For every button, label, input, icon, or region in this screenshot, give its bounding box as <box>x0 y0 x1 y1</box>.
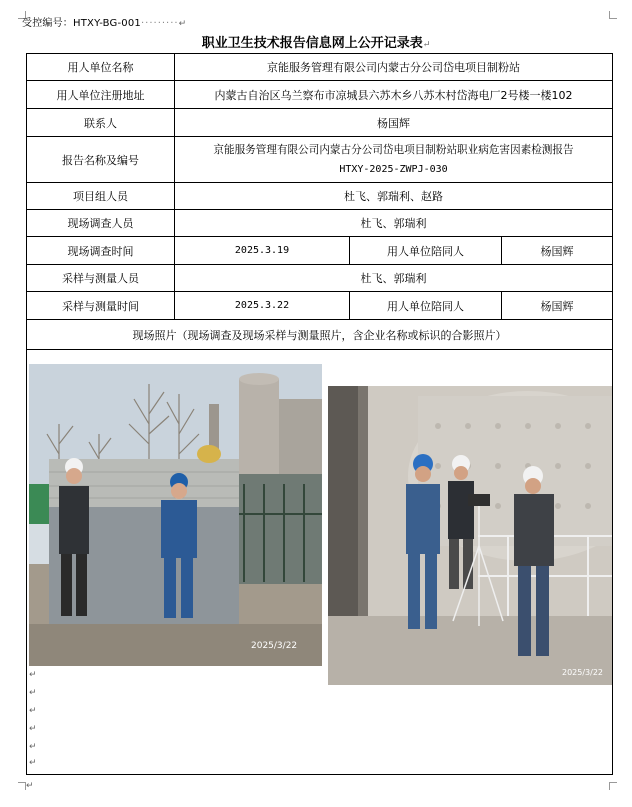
sampling-time-label: 采样与测量时间 <box>27 292 175 320</box>
photos-title: 现场照片（现场调查及现场采样与测量照片，含企业名称或标识的合影照片） <box>27 320 613 350</box>
survey-time-label: 现场调查时间 <box>27 237 175 265</box>
paragraph-mark: ↵ <box>29 724 37 734</box>
unit-name-label: 用人单位名称 <box>27 54 175 81</box>
row-photos-title <box>27 320 613 350</box>
report-name: 京能服务管理有限公司内蒙古分公司岱电项目制粉站职业病危害因素检测报告 <box>213 143 574 156</box>
photo-gate-date-stamp: 2025/3/22 <box>251 641 298 651</box>
contact-label: 联系人 <box>27 109 175 137</box>
photos-cell <box>27 350 613 775</box>
row-survey-staff <box>27 210 613 237</box>
record-table <box>26 53 613 775</box>
row-unit-name <box>27 54 613 81</box>
row-contact <box>27 109 613 137</box>
paragraph-mark: ↵ <box>29 670 37 680</box>
team-label: 项目组人员 <box>27 183 175 210</box>
photo-measurement[interactable] <box>328 386 612 685</box>
sampling-staff-label: 采样与测量人员 <box>27 265 175 292</box>
sampling-time-value[interactable]: 2025.3.22 <box>175 292 350 320</box>
survey-companion-label: 用人单位陪同人 <box>350 237 502 265</box>
crop-mark-top-right <box>609 11 617 19</box>
report-label: 报告名称及编号 <box>27 137 175 183</box>
photo-gate-group-image <box>29 364 322 666</box>
filler-dots: ········· <box>140 18 179 29</box>
unit-name-value[interactable]: 京能服务管理有限公司内蒙古分公司岱电项目制粉站 <box>175 54 613 81</box>
survey-staff-label: 现场调查人员 <box>27 210 175 237</box>
team-value[interactable]: 杜飞、郭瑞利、赵路 <box>175 183 613 210</box>
survey-time-value[interactable]: 2025.3.19 <box>175 237 350 265</box>
paragraph-mark: ↵ <box>29 758 37 768</box>
paragraph-mark: ↵ <box>178 19 187 29</box>
crop-mark-bottom-left <box>18 782 26 790</box>
report-number: HTXY-2025-ZWPJ-030 <box>339 163 448 175</box>
row-photos <box>27 350 613 775</box>
control-number-text: 受控编号：HTXY-BG-001 <box>22 18 141 29</box>
unit-address-label: 用人单位注册地址 <box>27 81 175 109</box>
paragraph-mark: ↵ <box>29 706 37 716</box>
row-sampling-time <box>27 292 613 320</box>
paragraph-mark: ↵ <box>26 781 34 791</box>
page-title <box>0 32 632 51</box>
row-sampling-staff <box>27 265 613 292</box>
crop-mark-bottom-right <box>609 782 617 790</box>
survey-companion-value[interactable]: 杨国辉 <box>502 237 613 265</box>
sampling-companion-label: 用人单位陪同人 <box>350 292 502 320</box>
row-report <box>27 137 613 183</box>
photo-measurement-image <box>328 386 612 685</box>
report-value[interactable] <box>175 137 613 183</box>
paragraph-mark: ↵ <box>422 40 431 50</box>
paragraph-mark: ↵ <box>29 688 37 698</box>
photo-gate-group[interactable] <box>29 364 322 666</box>
contact-value[interactable]: 杨国辉 <box>175 109 613 137</box>
photos-area <box>27 350 611 773</box>
row-team <box>27 183 613 210</box>
row-unit-address <box>27 81 613 109</box>
page-title-text: 职业卫生技术报告信息网上公开记录表 <box>201 36 423 51</box>
sampling-staff-value[interactable]: 杜飞、郭瑞利 <box>175 265 613 292</box>
sampling-companion-value[interactable]: 杨国辉 <box>502 292 613 320</box>
control-number <box>22 14 186 29</box>
paragraph-mark: ↵ <box>29 742 37 752</box>
row-survey-time <box>27 237 613 265</box>
photo-measurement-date-stamp: 2025/3/22 <box>562 668 604 677</box>
survey-staff-value[interactable]: 杜飞、郭瑞利 <box>175 210 613 237</box>
unit-address-value[interactable]: 内蒙古自治区乌兰察布市凉城县六苏木乡八苏木村岱海电厂2号楼一楼102 <box>175 81 613 109</box>
